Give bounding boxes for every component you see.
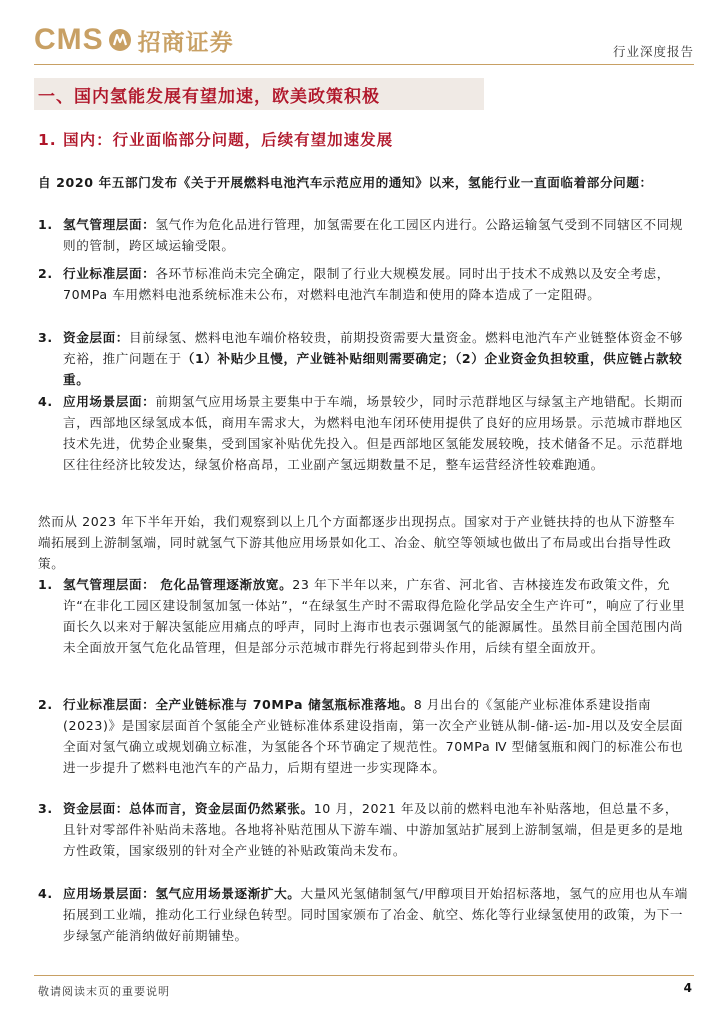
list-item xyxy=(38,694,688,778)
list-item xyxy=(38,574,688,658)
list-item xyxy=(38,391,688,475)
footer-notice: 敬请阅读末页的重要说明 xyxy=(38,985,170,998)
logo-mark-icon xyxy=(108,28,132,52)
list-number: 3. xyxy=(38,330,53,345)
page-number: 4 xyxy=(683,981,692,995)
subsection-title: 1. 国内：行业面临部分问题，后续有望加速发展 xyxy=(38,131,394,149)
list-text: 前期氢气应用场景主要集中于车端，场景较少，同时示范群地区与绿氢主产地错配。长期而言，西部地区绿氢成本低，商用车需求大，为燃料电池车闭环使用提供了良好的应用场景。示范城市群地区技术先进，优势企业聚集，受到国家补贴优先投入。但是西部地区氢能发展较晚，技术储备不足。示范群地区往往经济比较发达，绿氢价格高昂，工业副产氢远期数量不足，整车运营经济性较难跑通。 xyxy=(63,394,684,472)
list-item xyxy=(38,214,688,256)
list-item xyxy=(38,798,688,861)
company-logo xyxy=(34,22,234,58)
list-lead: 应用场景层面：氢气应用场景逐渐扩大。 xyxy=(63,886,301,901)
list-lead: 氢气管理层面： xyxy=(63,217,156,232)
section-title: 一、国内氢能发展有望加速，欧美政策积极 xyxy=(38,87,380,107)
list-text: 氢气作为危化品进行管理，加氢需要在化工园区内进行。公路运输氢气受到不同辖区不同规则的管制，跨区域运输受限。 xyxy=(63,217,684,253)
report-type-label: 行业深度报告 xyxy=(612,44,694,59)
header-divider xyxy=(34,64,694,65)
list-text: 8 月出台的《氢能产业标准体系建设指南(2023)》是国家层面首个氢能全产业链标准体系建设指南，第一次全产业链从制-储-运-加-用以及安全层面全面对氢气确立或规划确立标准，为氢能各个环节确定了规范性。70MPa Ⅳ 型储氢瓶和阀门的标准公布也进一步提升了燃料电池汽车的产品力，后期有望进一步实现降本。 xyxy=(63,697,684,775)
transition-paragraph: 然而从 2023 年下半年开始，我们观察到以上几个方面都逐步出现拐点。国家对于产业链扶持的也从下游整车端拓展到上游制氢端，同时就氢气下游其他应用场景如化工、冶金、航空等领域也做出了布局或出台指导性政策。 xyxy=(38,514,676,571)
list-lead: 氢气管理层面： 危化品管理逐渐放宽。 xyxy=(63,577,293,592)
list-lead: 资金层面： xyxy=(63,330,129,345)
list-item xyxy=(38,883,688,946)
logo-chinese-name: 招商证券 xyxy=(137,29,234,56)
list-text: 23 年下半年以来，广东省、河北省、吉林接连发布政策文件，允许“在非化工园区建设制氢加氢一体站”，“在绿氢生产时不需取得危险化学品安全生产许可”，响应了行业里面长久以来对于解决氢能应用痛点的呼声，同时上海市也表示强调氢气的能源属性。虽然目前全国范围内尚未全面放开氢气危化品管理，但是部分示范城市群先行将起到带头作用，后续有望全面放开。 xyxy=(63,577,686,655)
list-lead: 应用场景层面： xyxy=(63,394,156,409)
list-text: 各环节标准尚未完全确定，限制了行业大规模发展。同时出于技术不成熟以及安全考虑，70MPa 车用燃料电池系统标准未公布，对燃料电池汽车制造和使用的降本造成了一定阻碍。 xyxy=(63,266,670,302)
intro-paragraph: 自 2020 年五部门发布《关于开展燃料电池汽车示范应用的通知》以来，氢能行业一直面临着部分问题： xyxy=(38,175,653,190)
logo-text: CMS xyxy=(34,23,104,56)
list-text: 10 月，2021 年及以前的燃料电池车补贴落地，但总量不多，且针对零部件补贴尚未落地。各地将补贴范围从下游车端、中游加氢站扩展到上游制氢端，但是更多的是地方性政策，国家级别的针对全产业链的补贴政策尚未发布。 xyxy=(63,801,684,858)
list-lead: 资金层面：总体而言，资金层面仍然紧张。 xyxy=(63,801,314,816)
list-number: 2. xyxy=(38,697,53,712)
list-number: 4. xyxy=(38,886,53,901)
page-header xyxy=(0,0,724,70)
list-text-emphasis: （1）补贴少且慢，产业链补贴细则需要确定；（2）企业资金负担较重，供应链占款较重。 xyxy=(63,351,683,387)
list-number: 2. xyxy=(38,266,53,281)
list-number: 4. xyxy=(38,394,53,409)
list-lead: 行业标准层面： xyxy=(63,266,156,281)
list-text: 目前绿氢、燃料电池车端价格较贵，前期投资需要大量资金。燃料电池汽车产业链整体资金不够充裕，推广问题在于 xyxy=(63,330,684,366)
list-item xyxy=(38,327,688,390)
list-lead: 行业标准层面：全产业链标准与 70MPa 储氢瓶标准落地。 xyxy=(63,697,414,712)
list-number: 3. xyxy=(38,801,53,816)
list-number: 1. xyxy=(38,217,53,232)
list-item xyxy=(38,263,688,305)
footer-divider xyxy=(34,975,694,976)
list-text: 大量风光氢储制氢气/甲醇项目开始招标落地，氢气的应用也从车端拓展到工业端，推动化工行业绿色转型。同时国家颁布了冶金、航空、炼化等行业绿氢使用的政策，为下一步绿氢产能消纳做好前期铺垫。 xyxy=(63,886,688,943)
list-number: 1. xyxy=(38,577,53,592)
